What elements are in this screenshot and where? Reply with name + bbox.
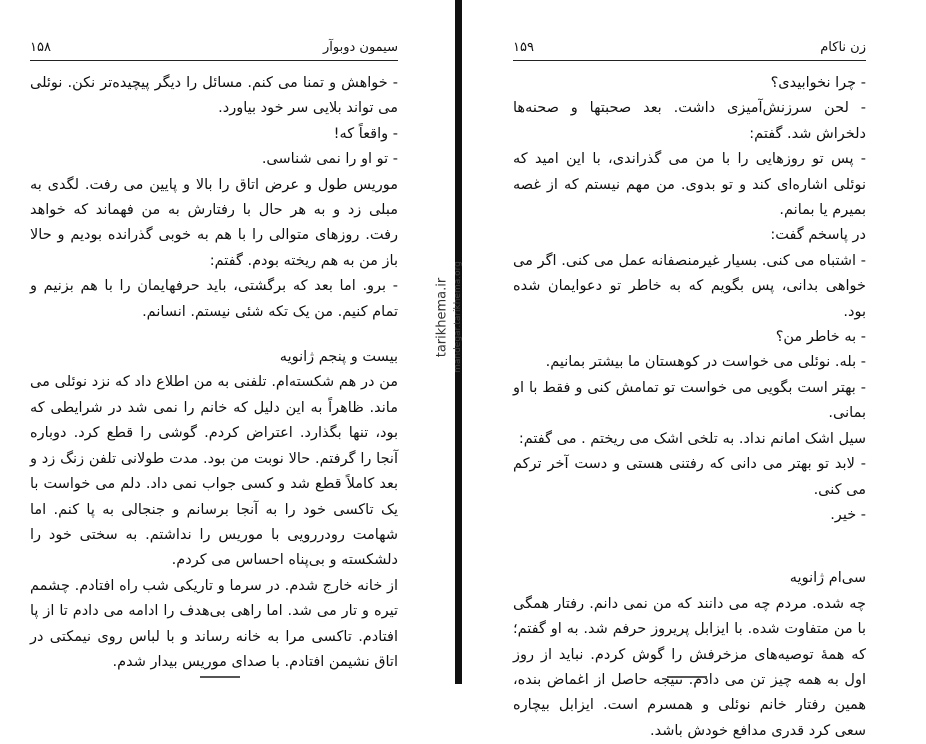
paragraph: - خواهش و تمنا می کنم. مسائل را دیگر پیچیده‌تر نکن. نوئلی می تواند بلایی سر خود بیاورد. [30,75,398,117]
paragraph: از خانه خارج شدم. در سرما و تاریکی شب راه افتادم. چشمم تیره و تار می شد. اما راهی بی‌هدف را ادامه می دادم تا از پا افتادم. تاکسی مرا به خانه رساند و با لباس روی نیمکتی در اتاق نشیمن افتادم. با صدای موریس بیدار شدم. [30,577,398,670]
left-page-header [30,38,398,61]
right-header-title: زن ناکام [820,40,866,55]
paragraph: من در هم شکسته‌ام. تلفنی به من اطلاع داد که نزد نوئلی می ماند. ظاهراً به این دلیل که خانم را نمی شد در شرایطی که بود، تنها بگذارد. اعتراض کردم. گوشی را قطع کرد. دوباره آنجا را گرفتم. حالا نوبت من بود. مدت طولانی تلفن زنگ زد و بعد کاملاً قطع شد و کسی جواب نمی داد. دلم می خواست با یک تاکسی خود را به آنجا برسانم و جنجالی به پا کنم. اما شهامت رودررویی با موریس را نداشتم. به سختی خود را دلشکسته و بی‌پناه احساس می کردم. [30,374,398,569]
section-title: بیست و پنجم ژانویه [279,349,398,366]
right-page-number: ۱۵۹ [513,40,534,55]
paragraph: - پس تو روزهایی را با من می گذراندی، با این امید که نوئلی اشاره‌ای کند و تو بدوی. من مهم نیستم که از غصه بمیرم یا بمانم. [513,151,866,219]
paragraph: موریس طول و عرض اتاق را بالا و پایین می رفت. لگدی به مبلی زد و به هر حال با رفتارش به من فهماند که خواهد رفت. روزهای متوالی را با هم به خوبی گذرانده بودیم و حالا باز من به هم ریخته بودم. گفتم: [30,176,398,269]
left-page [0,0,448,684]
paragraph: - بله. نوئلی می خواست در کوهستان ما بیشتر بمانیم. [545,354,866,371]
paragraph: - خیر. [830,506,866,523]
paragraph: در پاسخم گفت: [770,227,866,244]
paragraph: - تو او را نمی شناسی. [261,151,398,168]
paragraph: - چرا نخوابیدی؟ [770,75,866,91]
right-page-header [513,38,866,61]
right-page-body [513,71,866,744]
book-spine [455,0,462,684]
paragraph: چه شده. مردم چه می دانند که من نمی دانم. رفتار همگی با من متفاوت شده. با ایزابل پریروز حرفم شد. به او گفتم؛ که همهٔ توصیه‌های مزخرفش را گوش کردم. نباید از روز اول به همه چیز تن می دادم. نتیجه حاصل از اغماض بنده، همین رفتار خانم نوئلی و همسرم است. ایزابل بیچاره سعی کرد قدری مدافع خودش باشد. [513,595,866,739]
left-page-number: ۱۵۸ [30,40,51,55]
paragraph: - لحن سرزنش‌آمیزی داشت. بعد صحبتها و صحنه‌ها دلخراش شد. گفتم: [513,100,866,142]
right-page [467,0,926,739]
footer-cut-line [200,676,240,684]
paragraph: - به خاطر من؟ [775,329,866,346]
paragraph: - واقعاً که! [333,125,398,142]
paragraph: - لابد تو بهتر می دانی که رفتنی هستی و دست آخر ترکم می کنی. [513,456,866,498]
section-title: سی‌ام ژانویه [789,570,866,587]
watermark-primary: tarikhema.ir [434,277,450,358]
paragraph: سیل اشک امانم نداد. به تلخی اشک می ریختم . می گفتم: [518,430,866,447]
paragraph: - برو. اما بعد که برگشتی، باید حرفهایمان را با هم بزنیم و تمام کنیم. من یک تکه شئی نیستم. انسانم. [30,278,398,320]
paragraph: - اشتباه می کنی. بسیار غیرمنصفانه عمل می کنی. اگر می خواهی بدانی، پس بگویم که به خاطر تو دعوایمان شده بود. [513,252,866,320]
footer-cut-line [667,676,707,684]
watermark-secondary: mandegar.tarikhema.org [453,261,463,373]
left-page-body [30,71,398,675]
paragraph: - بهتر است بگویی می خواست تو تمامش کنی و فقط با او بمانی. [513,379,866,422]
left-header-title: سیمون دوبوآر [322,40,398,55]
